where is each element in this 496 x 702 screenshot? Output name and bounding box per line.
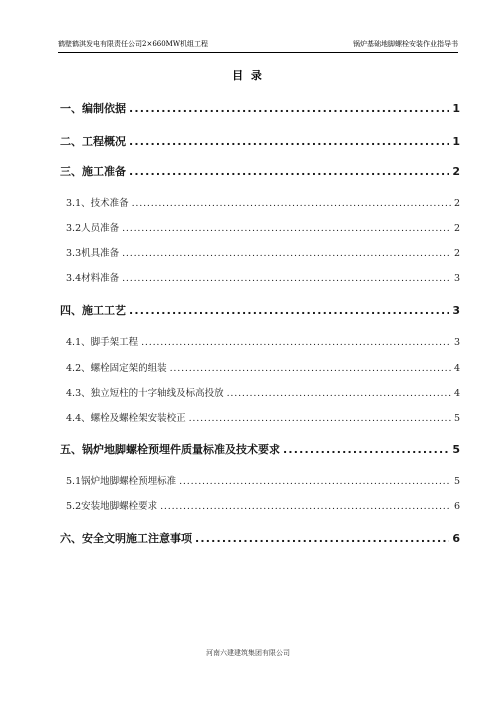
- header-project-name: 鹤壁鹤淇发电有限责任公司2×660MW机组工程: [58, 40, 209, 48]
- toc-leader-dots: [122, 273, 451, 284]
- toc-entry-page: 2: [453, 248, 460, 259]
- toc-entry[interactable]: [60, 530, 460, 546]
- toc-entry-page: 2: [452, 165, 460, 178]
- toc-leader-dots: [189, 413, 451, 424]
- toc-entry[interactable]: [60, 100, 460, 116]
- toc-entry[interactable]: [60, 334, 460, 348]
- toc-entry-page: 6: [452, 532, 460, 545]
- toc-entry-label: 4.4、螺栓及螺栓架安装校正: [66, 413, 186, 424]
- toc-entry-label: 一、编制依据: [60, 102, 126, 115]
- toc-entry-page: 2: [453, 198, 460, 209]
- toc-entry[interactable]: [60, 270, 460, 284]
- toc-entry[interactable]: [60, 220, 460, 234]
- toc-leader-dots: [132, 198, 451, 209]
- toc-leader-dots: [141, 337, 451, 348]
- toc-entry[interactable]: [60, 385, 460, 399]
- toc-entry-page: 2: [453, 223, 460, 234]
- toc-entry-page: 5: [452, 443, 460, 456]
- toc-leader-dots: [129, 165, 449, 178]
- toc-entry-page: 4: [453, 363, 460, 374]
- toc-entry-label: 3.2人员准备: [66, 223, 120, 234]
- toc-entry-label: 六、安全文明施工注意事项: [60, 532, 192, 545]
- page-footer: 河南六建建筑集团有限公司: [206, 649, 290, 657]
- toc-entry-label: 5.1锅炉地脚螺栓预埋标准: [66, 476, 177, 487]
- toc-entry[interactable]: [60, 410, 460, 424]
- toc-entry-label: 四、施工工艺: [60, 304, 126, 317]
- toc-entry-label: 五、锅炉地脚螺栓预埋件质量标准及技术要求: [60, 443, 280, 456]
- toc-entry[interactable]: [60, 195, 460, 209]
- toc-entry-label: 3.1、技术准备: [66, 198, 129, 209]
- toc-entry[interactable]: [60, 302, 460, 318]
- toc-entry[interactable]: [60, 245, 460, 259]
- toc-entry[interactable]: [60, 498, 460, 512]
- toc-entry[interactable]: [60, 360, 460, 374]
- toc-leader-dots: [170, 363, 451, 374]
- toc-entry-page: 4: [453, 388, 460, 399]
- toc-entry-label: 4.3、独立短柱的十字轴线及标高投放: [66, 388, 224, 399]
- toc-leader-dots: [122, 248, 451, 259]
- toc-entry-page: 5: [453, 476, 460, 487]
- toc-leader-dots: [283, 443, 449, 456]
- toc-leader-dots: [179, 476, 451, 487]
- toc-entry[interactable]: [60, 133, 460, 149]
- toc-entry-label: 三、施工准备: [60, 165, 126, 178]
- toc-entry-label: 3.4材料准备: [66, 273, 120, 284]
- toc-entry-label: 4.2、螺栓固定架的组装: [66, 363, 167, 374]
- toc-entry-page: 1: [452, 102, 460, 115]
- toc-title: 目 录: [232, 69, 264, 82]
- toc-entry-page: 3: [453, 337, 460, 348]
- toc-leader-dots: [227, 388, 451, 399]
- toc-leader-dots: [129, 304, 449, 317]
- toc-entry-page: 3: [453, 273, 460, 284]
- toc-leader-dots: [160, 501, 451, 512]
- toc-entry-page: 1: [452, 135, 460, 148]
- toc-entry-page: 3: [452, 304, 460, 317]
- toc-entry-label: 4.1、脚手架工程: [66, 337, 139, 348]
- page-header: [58, 38, 458, 53]
- toc-entry-page: 6: [453, 501, 460, 512]
- toc-leader-dots: [129, 102, 449, 115]
- toc-leader-dots: [129, 135, 449, 148]
- toc-entry-label: 5.2安装地脚螺栓要求: [66, 501, 158, 512]
- toc-entry[interactable]: [60, 473, 460, 487]
- toc-entry-label: 二、工程概况: [60, 135, 126, 148]
- toc-leader-dots: [122, 223, 451, 234]
- toc-entry-label: 3.3机具准备: [66, 248, 120, 259]
- header-document-title: 锅炉基础地脚螺栓安装作业指导书: [353, 40, 458, 48]
- toc-entry[interactable]: [60, 441, 460, 457]
- toc-leader-dots: [195, 532, 449, 545]
- toc-entry-page: 5: [453, 413, 460, 424]
- toc-entry[interactable]: [60, 163, 460, 179]
